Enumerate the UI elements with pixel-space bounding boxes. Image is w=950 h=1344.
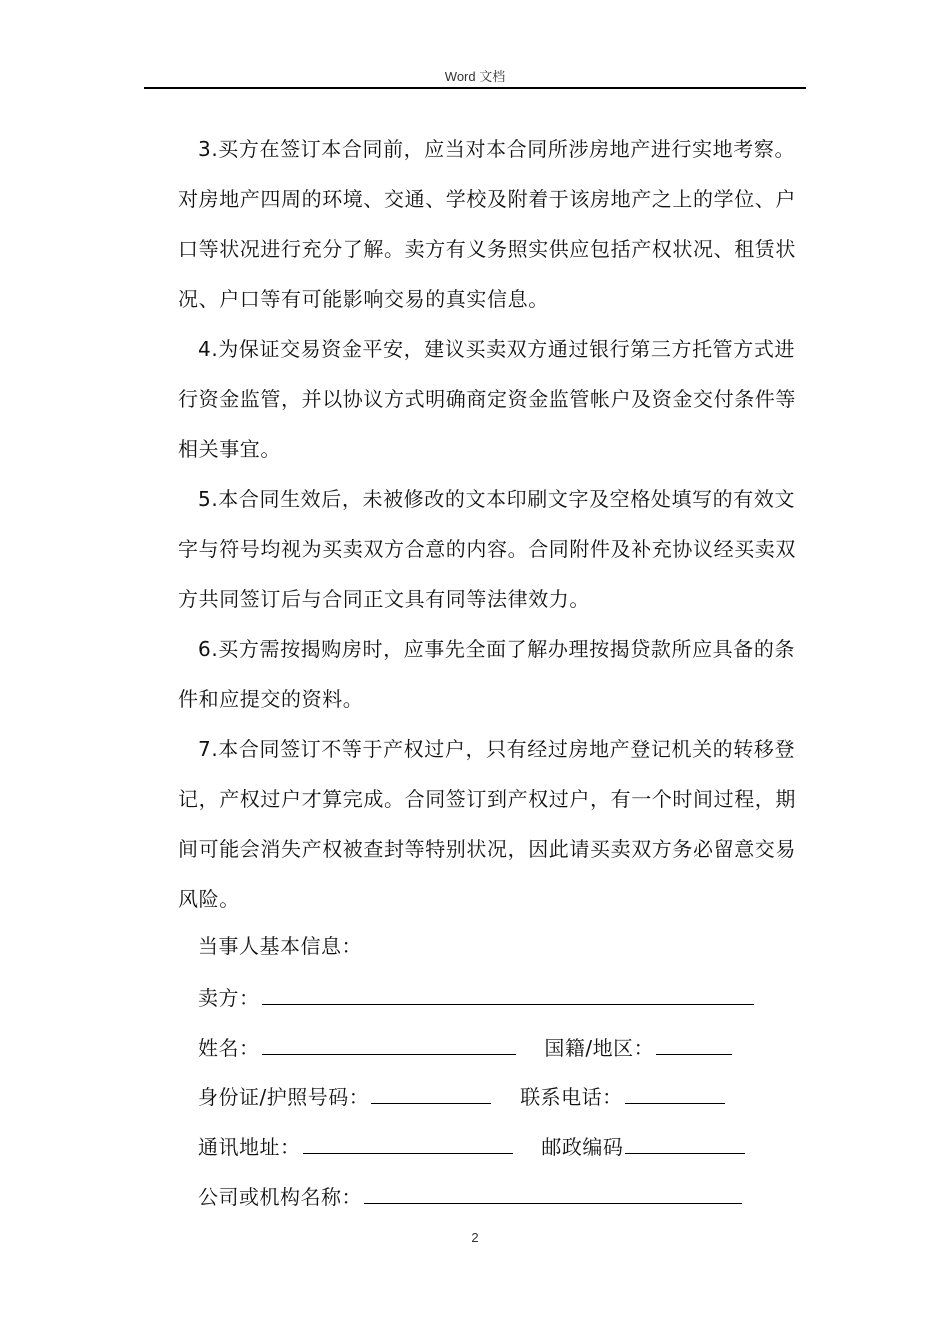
clause-7: 7.本合同签订不等于产权过户，只有经过房地产登记机关的转移登记，产权过户才算完成。合同签订到产权过户，有一个时间过程，期间可能会消失产权被查封等特别状况，因此请买卖双方务必留意交易风险。 [178, 737, 796, 911]
section-title [198, 932, 362, 960]
phone-field[interactable] [625, 1083, 725, 1104]
address-field[interactable] [303, 1133, 513, 1154]
company-label: 公司或机构名称： [198, 1185, 362, 1209]
id-field[interactable] [371, 1083, 491, 1104]
name-label: 姓名： [198, 1036, 260, 1060]
postcode-label: 邮政编码 [541, 1135, 624, 1159]
company-row [198, 1183, 742, 1211]
name-field[interactable] [262, 1034, 516, 1055]
seller-label: 卖方： [198, 986, 260, 1010]
seller-row [198, 984, 754, 1012]
document-body [178, 124, 808, 924]
party-info-heading: 当事人基本信息： [198, 934, 362, 958]
nationality-field[interactable] [656, 1034, 732, 1055]
page-number: 2 [471, 1230, 479, 1245]
clause-4: 4.为保证交易资金平安，建议买卖双方通过银行第三方托管方式进行资金监管，并以协议方式明确商定资金监管帐户及资金交付条件等相关事宜。 [178, 337, 796, 461]
clause-3: 3.买方在签订本合同前，应当对本合同所涉房地产进行实地考察。对房地产四周的环境、交通、学校及附着于该房地产之上的学位、户口等状况进行充分了解。卖方有义务照实供应包括产权状况、租赁状况、户口等有可能影响交易的真实信息。 [178, 137, 796, 311]
seller-field[interactable] [262, 984, 754, 1005]
clause-6: 6.买方需按揭购房时，应事先全面了解办理按揭贷款所应具备的条件和应提交的资料。 [178, 637, 796, 711]
postcode-field[interactable] [625, 1133, 745, 1154]
company-field[interactable] [364, 1183, 742, 1204]
id-row [198, 1083, 725, 1111]
address-row [198, 1133, 745, 1161]
nationality-label: 国籍/地区： [544, 1036, 655, 1060]
name-row [198, 1034, 732, 1062]
clause-5: 5.本合同生效后，未被修改的文本印刷文字及空格处填写的有效文字与符号均视为买卖双方合意的内容。合同附件及补充协议经买卖双方共同签订后与合同正文具有同等法律效力。 [178, 487, 796, 611]
address-label: 通讯地址： [198, 1135, 301, 1159]
id-label: 身份证/护照号码： [198, 1085, 370, 1109]
phone-label: 联系电话： [520, 1085, 623, 1109]
page-header: Word 文档 [444, 69, 506, 84]
header-divider [144, 87, 806, 89]
